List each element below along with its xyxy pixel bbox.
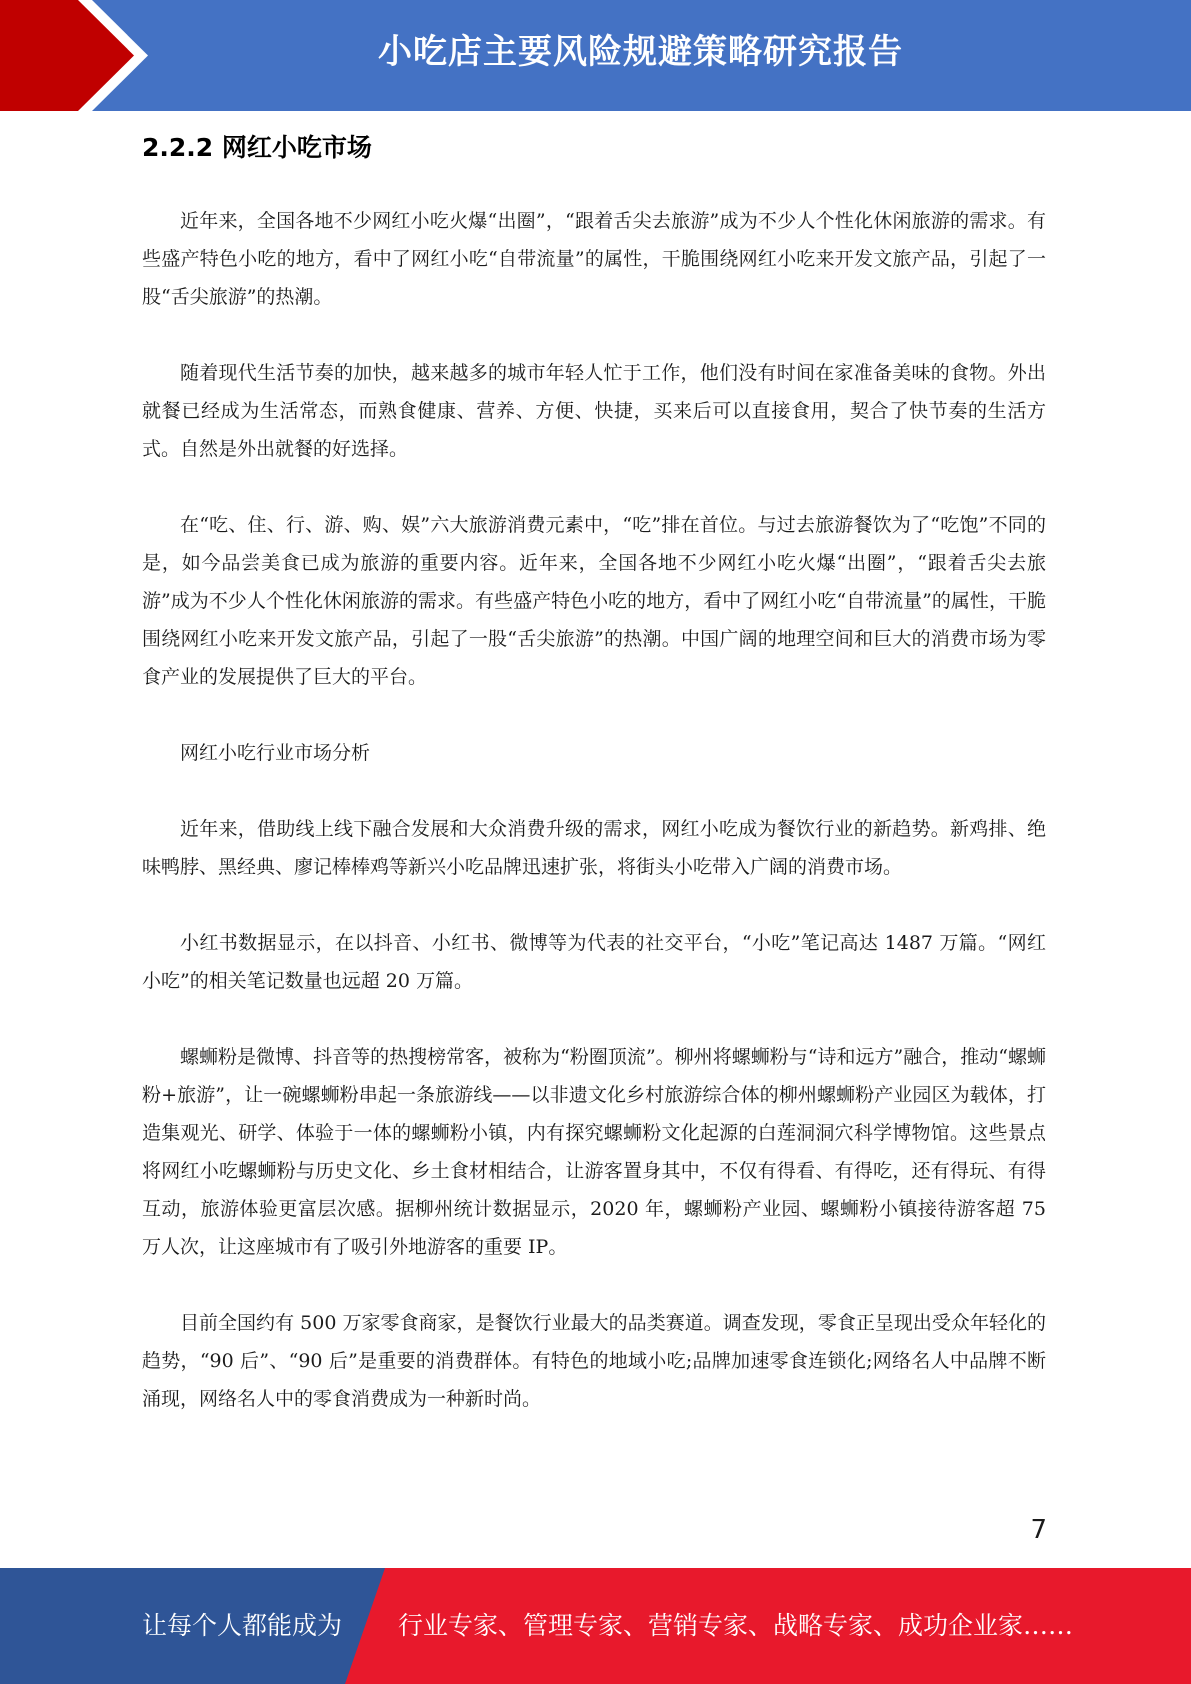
paragraph-7: 目前全国约有 500 万家零食商家，是餐饮行业最大的品类赛道。调查发现，零食正呈现出受众年轻化的趋势，“90 后”、“90 后”是重要的消费群体。有特色的地域小吃;品牌加速零食连锁化;网络名人中品牌不断涌现，网络名人中的零食消费成为一种新时尚。 (142, 1312, 1046, 1410)
page-footer (0, 1568, 1191, 1684)
paragraph-1: 近年来，全国各地不少网红小吃火爆“出圈”，“跟着舌尖去旅游”成为不少人个性化休闲旅游的需求。有些盛产特色小吃的地方，看中了网红小吃“自带流量”的属性，干脆围绕网红小吃来开发文旅产品，引起了一股“舌尖旅游”的热潮。 (142, 210, 1046, 308)
paragraph-5: 小红书数据显示，在以抖音、小红书、微博等为代表的社交平台，“小吃”笔记高达 1487 万篇。“网红小吃”的相关笔记数量也远超 20 万篇。 (142, 932, 1046, 992)
paragraph-2: 随着现代生活节奏的加快，越来越多的城市年轻人忙于工作，他们没有时间在家准备美味的食物。外出就餐已经成为生活常态，而熟食健康、营养、方便、快捷，买来后可以直接食用，契合了快节奏的生活方式。自然是外出就餐的好选择。 (142, 362, 1046, 460)
paragraph-3: 在“吃、住、行、游、购、娱”六大旅游消费元素中，“吃”排在首位。与过去旅游餐饮为了“吃饱”不同的是，如今品尝美食已成为旅游的重要内容。近年来，全国各地不少网红小吃火爆“出圈”，“跟着舌尖去旅游”成为不少人个性化休闲旅游的需求。有些盛产特色小吃的地方，看中了网红小吃“自带流量”的属性，干脆围绕网红小吃来开发文旅产品，引起了一股“舌尖旅游”的热潮。中国广阔的地理空间和巨大的消费市场为零食产业的发展提供了巨大的平台。 (142, 514, 1046, 688)
page-number: 7 (1030, 1515, 1047, 1545)
page-header (0, 0, 1191, 111)
main-content (142, 128, 1046, 1418)
footer-slogan-right: 行业专家、管理专家、营销专家、战略专家、成功企业家…… (398, 1611, 1074, 1640)
paragraph-4: 近年来，借助线上线下融合发展和大众消费升级的需求，网红小吃成为餐饮行业的新趋势。新鸡排、绝味鸭脖、黑经典、廖记棒棒鸡等新兴小吃品牌迅速扩张，将街头小吃带入广阔的消费市场。 (142, 818, 1046, 878)
subsection-title: 网红小吃行业市场分析 (180, 742, 371, 764)
footer-slogan-left: 让每个人都能成为 (142, 1611, 343, 1640)
document-title: 小吃店主要风险规避策略研究报告 (378, 32, 903, 72)
section-heading: 2.2.2 网红小吃市场 (142, 133, 372, 162)
paragraph-6: 螺蛳粉是微博、抖音等的热搜榜常客，被称为“粉圈顶流”。柳州将螺蛳粉与“诗和远方”融合，推动“螺蛳粉+旅游”，让一碗螺蛳粉串起一条旅游线——以非遗文化乡村旅游综合体的柳州螺蛳粉产业园区为载体，打造集观光、研学、体验于一体的螺蛳粉小镇，内有探究螺蛳粉文化起源的白莲洞洞穴科学博物馆。这些景点将网红小吃螺蛳粉与历史文化、乡土食材相结合，让游客置身其中，不仅有得看、有得吃，还有得玩、有得互动，旅游体验更富层次感。据柳州统计数据显示，2020 年，螺蛳粉产业园、螺蛳粉小镇接待游客超 75 万人次，让这座城市有了吸引外地游客的重要 IP。 (142, 1046, 1046, 1258)
